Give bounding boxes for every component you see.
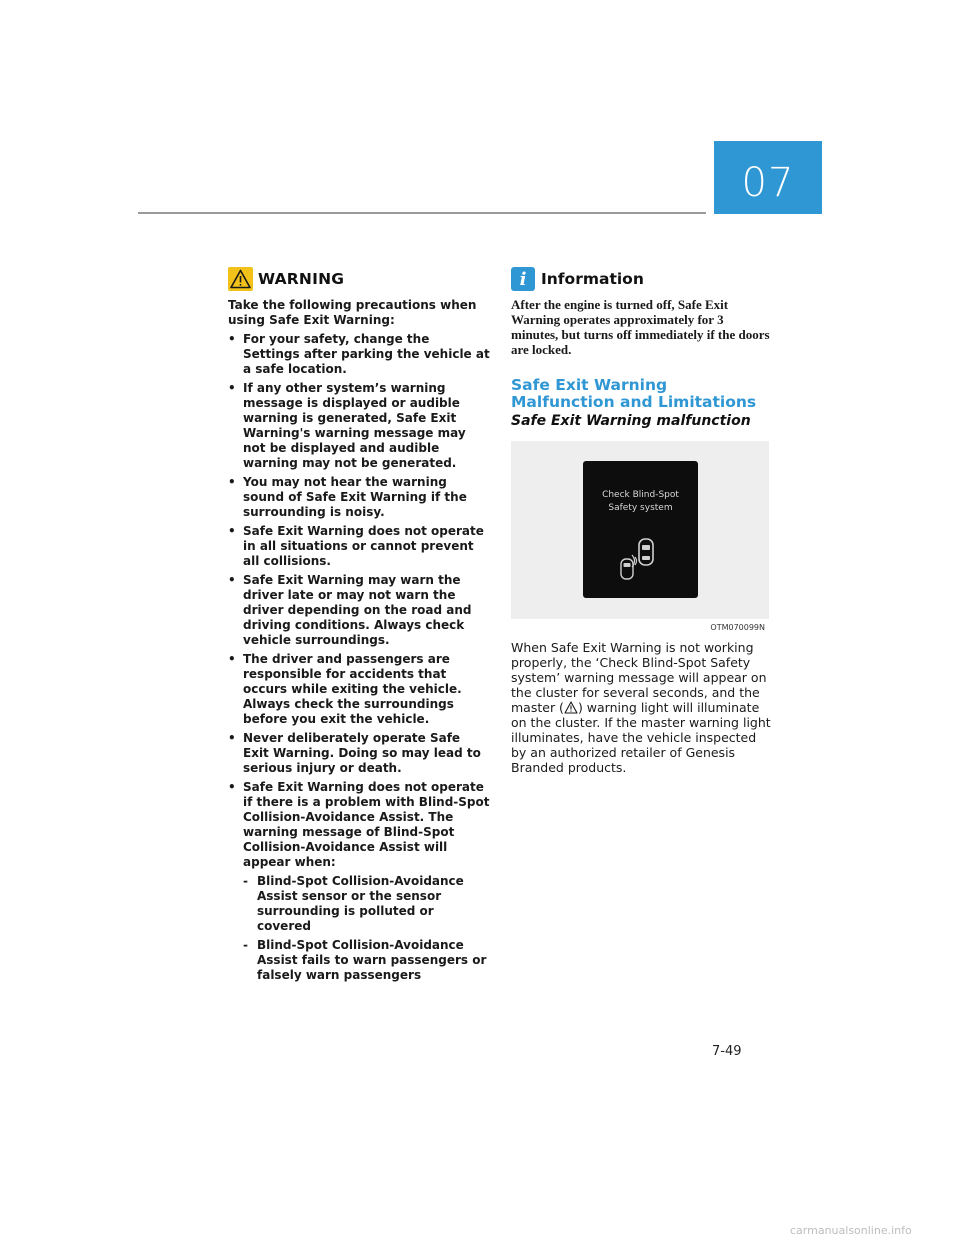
cluster-message (583, 489, 698, 515)
section-title: Safe Exit Warning Malfunction and Limitations (511, 376, 757, 411)
header-rule (138, 212, 706, 214)
warning-item: • You may not hear the warning sound of Safe Exit Warning if the surrounding is noisy. (228, 475, 490, 520)
information-header (511, 266, 773, 292)
right-column (511, 266, 773, 775)
warning-item: • Safe Exit Warning may warn the driver late or may not warn the driver depending on the road and driving conditions. Always check vehicle surroundings. (228, 573, 490, 648)
warning-subitem: - Blind-Spot Collision-Avoidance Assist fails to warn passengers or falsely warn passengers (243, 938, 490, 983)
information-icon: i (511, 267, 535, 291)
chapter-number: 07 (741, 159, 795, 206)
warning-item: • If any other system’s warning message is displayed or audible warning is generated, Safe Exit Warning's warning message may not be displayed and audible warning may not be generated. (228, 381, 490, 471)
cluster-message-line2: Safety system (608, 503, 673, 513)
information-title: Information (541, 270, 644, 288)
cluster-message-line1: Check Blind-Spot (602, 490, 679, 500)
figure-code: OTM070099N (710, 623, 765, 632)
information-text: After the engine is turned off, Safe Exit Warning operates approximately for 3 minutes, but turns off immediately if the doors are locked. (511, 297, 770, 357)
warning-item: • The driver and passengers are responsible for accidents that occurs while exiting the vehicle. Always check the surroundings before you exit the vehicle. (228, 652, 490, 727)
chapter-tab (714, 141, 822, 214)
warning-item: • Never deliberately operate Safe Exit Warning. Doing so may lead to serious injury or death. (228, 731, 490, 776)
description-part2: ) warning light will illuminate on the cluster. If the master warning light illuminates, have the vehicle inspected by an authorized retailer of Genesis Branded products. (511, 700, 771, 775)
cluster-display (583, 461, 698, 598)
car-blindspot-icon (615, 537, 665, 583)
warning-subitem: - Blind-Spot Collision-Avoidance Assist sensor or the sensor surrounding is polluted or covered (243, 874, 490, 934)
cluster-figure (511, 441, 769, 619)
malfunction-description (511, 640, 773, 775)
warning-sublist (243, 874, 490, 983)
warning-box (228, 266, 490, 987)
section-subtitle: Safe Exit Warning malfunction (511, 413, 751, 429)
warning-intro: Take the following precautions when using Safe Exit Warning: (228, 298, 477, 327)
watermark: carmanualsonline.info (790, 1224, 912, 1237)
warning-item-bsca-text: Safe Exit Warning does not operate if there is a problem with Blind-Spot Collision-Avoidance Assist. The warning message of Blind-Spot Collision-Avoidance Assist will appear when: (243, 780, 490, 869)
warning-item-bsca (228, 780, 490, 983)
page-number: 7-49 (712, 1044, 742, 1059)
master-warning-icon (564, 701, 578, 714)
warning-triangle-icon (228, 267, 253, 291)
description-part1: When Safe Exit Warning is not working properly, the ‘Check Blind-Spot Safety system’ warning message will appear on the cluster for several seconds, and the master ( (511, 640, 767, 715)
warning-item: • For your safety, change the Settings after parking the vehicle at a safe location. (228, 332, 490, 377)
warning-title: WARNING (258, 270, 345, 288)
warning-list (228, 332, 490, 983)
warning-item: • Safe Exit Warning does not operate in all situations or cannot prevent all collisions. (228, 524, 490, 569)
warning-header (228, 266, 490, 292)
